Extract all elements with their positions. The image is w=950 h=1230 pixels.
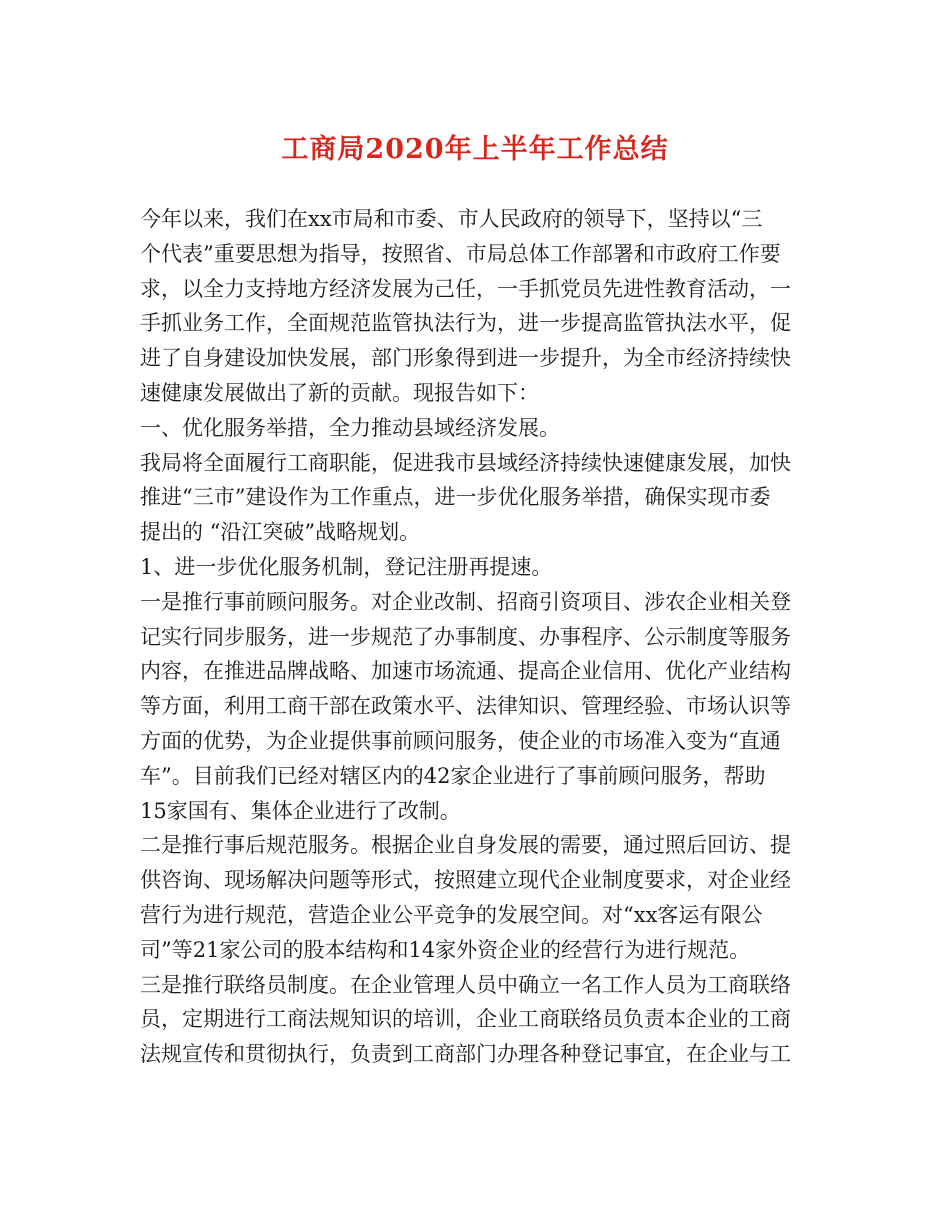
text-line: 速健康发展做出了新的贡献。现报告如下： (140, 380, 539, 405)
text-line: 推进“三市”建设作为工作重点，进一步优化服务举措，确保实现市委 (140, 485, 771, 510)
text-line: 员，定期进行工商法规知识的培训，企业工商联络员负责本企业的工商 (140, 1007, 791, 1032)
section-heading: 一、优化服务举措，全力推动县域经济发展。 (140, 415, 560, 440)
document-title: 工商局2020年上半年工作总结 (281, 134, 669, 165)
document-body (140, 202, 816, 1072)
text-line: 我局将全面履行工商职能，促进我市县域经济持续快速健康发展，加快 (140, 450, 791, 475)
text-line: 个代表”重要思想为指导，按照省、市局总体工作部署和市政府工作要 (140, 241, 781, 266)
text-line: 今年以来，我们在xx市局和市委、市人民政府的领导下，坚持以“三 (140, 207, 763, 231)
subsection-heading: 1、进一步优化服务机制，登记注册再提速。 (140, 554, 553, 579)
text-line: 求，以全力支持地方经济发展为己任，一手抓党员先进性教育活动，一 (140, 276, 791, 301)
text-line: 一是推行事前顾问服务。对企业改制、招商引资项目、涉农企业相关登 (140, 589, 791, 614)
text-line: 车”。目前我们已经对辖区内的42家企业进行了事前顾问服务，帮助 (140, 763, 766, 788)
text-line: 记实行同步服务，进一步规范了办事制度、办事程序、公示制度等服务 (140, 624, 791, 649)
text-line: 供咨询、现场解决问题等形式，按照建立现代企业制度要求，对企业经 (140, 868, 791, 893)
text-line: 三是推行联络员制度。在企业管理人员中确立一名工作人员为工商联络 (140, 972, 791, 997)
text-line: 内容，在推进品牌战略、加速市场流通、提高企业信用、优化产业结构 (140, 659, 791, 684)
text-line: 法规宣传和贯彻执行，负责到工商部门办理各种登记事宜，在企业与工 (140, 1042, 791, 1067)
text-line: 营行为进行规范，营造企业公平竞争的发展空间。对“xx客运有限公 (140, 902, 763, 927)
text-line: 二是推行事后规范服务。根据企业自身发展的需要，通过照后回访、提 (140, 833, 791, 858)
text-line: 手抓业务工作，全面规范监管执法行为，进一步提高监管执法水平，促 (140, 311, 791, 336)
text-line: 提出的 “沿江突破”战略规划。 (140, 520, 421, 545)
text-line: 方面的优势，为企业提供事前顾问服务，使企业的市场准入变为“直通 (140, 728, 781, 753)
text-line: 司”等21家公司的股本结构和14家外资企业的经营行为进行规范。 (140, 937, 751, 962)
text-line: 15家国有、集体企业进行了改制。 (140, 798, 461, 823)
text-line: 等方面，利用工商干部在政策水平、法律知识、管理经验、市场认识等 (140, 694, 791, 719)
text-line: 进了自身建设加快发展，部门形象得到进一步提升，为全市经济持续快 (140, 346, 791, 371)
